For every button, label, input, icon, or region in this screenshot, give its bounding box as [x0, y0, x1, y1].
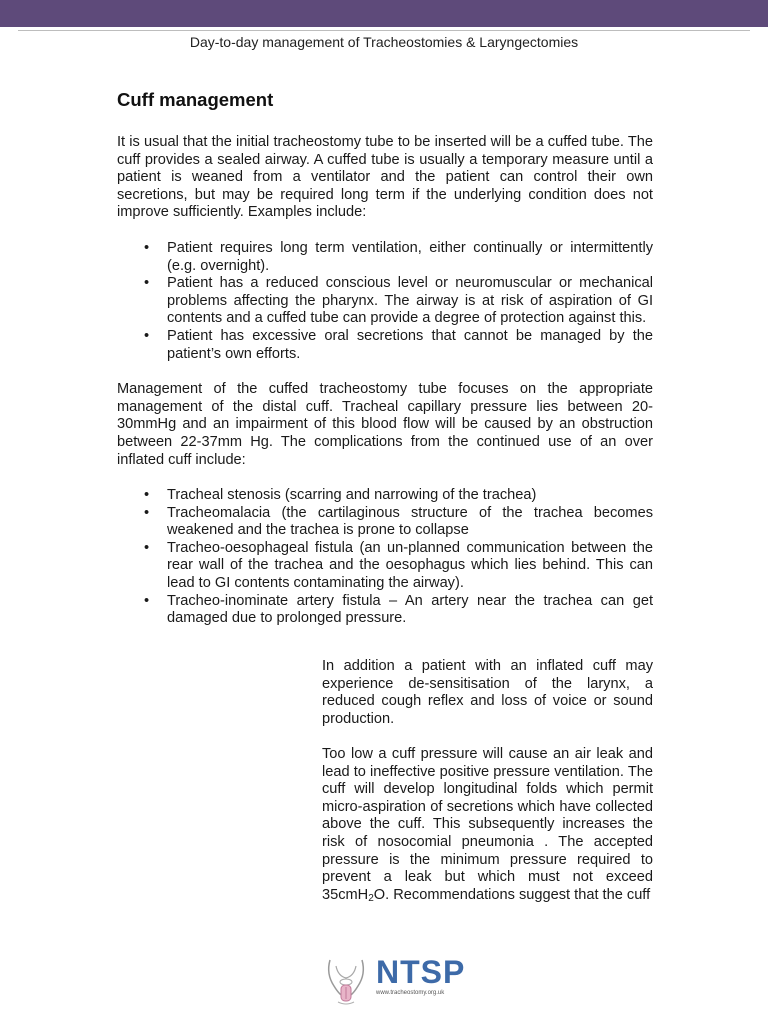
main-content: [117, 88, 653, 646]
column-paragraph-2: Too low a cuff pressure will cause an air leak and lead to ineffective positive pressure ventilation. The cuff will develop longitudinal folds which permit micro-aspiration of secretions which have collected above the cuff. This subsequently increases the risk of nosocomial pneumonia . The accepted pressure is the minimum pressure required to prevent a leak but which must not exceed 35cmH$_2$O. Recommendations suggest that the cuff: [322, 745, 653, 904]
bullet-mark: •: [144, 487, 150, 504]
list-item: • Patient requires long term ventilation, either continually or intermittently (e.g. overnight).: [144, 239, 653, 274]
list-item: • Tracheo-inominate artery fistula – An artery near the trachea can get damaged due to prolonged pressure.: [144, 592, 653, 627]
intro-paragraph: It is usual that the initial tracheostomy tube to be inserted will be a cuffed tube. The cuff provides a sealed airway. A cuffed tube is usually a temporary measure until a patient is weaned from a ventilator and the patient can control their own secretions, but may be required long term if the underlying condition does not improve sufficiently. Examples include:: [117, 134, 653, 221]
trachea-logo-icon: [318, 952, 374, 1008]
bullet-mark: •: [144, 592, 150, 609]
top-accent-bar: [0, 0, 768, 27]
column-paragraph-1: In addition a patient with an inflated cuff may experience de-sensitisation of the larynx, a reduced cough reflex and loss of voice or sound production.: [322, 658, 653, 727]
logo-url: www.tracheostomy.org.uk: [376, 990, 445, 996]
list-item: • Patient has excessive oral secretions that cannot be managed by the patient’s own efforts.: [144, 327, 653, 362]
list-item: • Tracheo-oesophageal fistula (an un-planned communication between the rear wall of the trachea and the oesophagus which lies behind. This can lead to GI contents contaminating the airway).: [144, 539, 653, 592]
list-item: • Tracheomalacia (the cartilaginous structure of the trachea becomes weakened and the trachea is prone to collapse: [144, 504, 653, 539]
running-header: Day-to-day management of Tracheostomies & Laryngectomies: [189, 34, 579, 50]
right-column: [322, 658, 653, 922]
complications-list: [117, 487, 653, 628]
logo-wordmark: NTSP: [376, 954, 466, 990]
bullet-mark: •: [144, 239, 150, 256]
examples-list: [117, 240, 653, 363]
ntsp-logo: [318, 952, 466, 1008]
list-item: • Tracheal stenosis (scarring and narrowing of the trachea): [144, 487, 537, 504]
bullet-mark: •: [144, 539, 150, 556]
list-item: • Patient has a reduced conscious level or neuromuscular or mechanical problems affecting the pharynx. The airway is at risk of aspiration of GI contents and a cuffed tube can provide a degree of protection against this.: [144, 275, 653, 327]
management-paragraph: Management of the cuffed tracheostomy tube focuses on the appropriate management of the distal cuff. Tracheal capillary pressure lies between 20-30mmHg and an impairment of this blood flow will be caused by an obstruction between 22-37mm Hg. The complications from the continued use of an over inflated cuff include:: [117, 381, 653, 468]
section-heading: Cuff management: [117, 89, 274, 110]
header-divider: [18, 30, 750, 31]
bullet-mark: •: [144, 504, 150, 521]
bullet-mark: •: [144, 327, 150, 344]
bullet-mark: •: [144, 275, 150, 292]
